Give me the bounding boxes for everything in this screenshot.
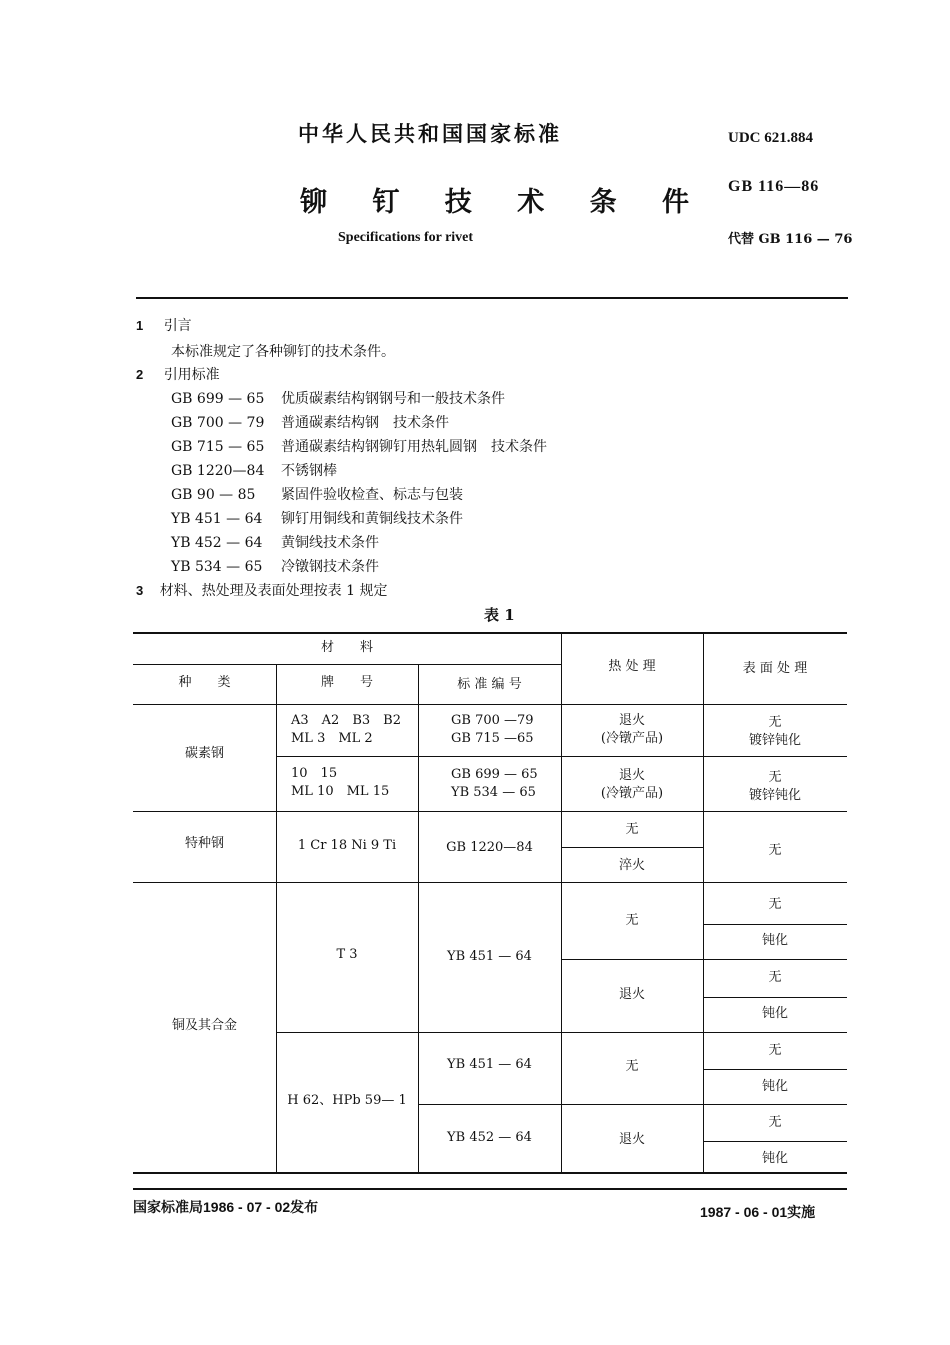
header-standard: 标 准 编 号 [457,677,522,692]
heat-cell: 退火 (冷镦产品) [600,713,664,746]
reference-title: 紧固件验收检查、标志与包装 [281,487,463,503]
materials-table [133,632,847,1174]
issue-date: 国家标准局1986 - 07 - 02发布 [133,1199,319,1215]
reference-code: GB 715 — 65 [171,439,265,455]
header-heat-treatment: 热 处 理 [608,659,656,674]
heat-cell: 退火 [618,1132,645,1147]
kind-carbon-steel: 碳素钢 [184,746,224,761]
header-material: 材 料 [320,640,373,655]
section-2-number: 2 [136,367,144,382]
surface-cell: 钝化 [761,933,788,948]
reference-title: 黄铜线技术条件 [281,535,379,551]
heat-cell: 退火 (冷镦产品) [600,768,664,801]
table-row-divider [703,1069,847,1070]
grade-cell: T 3 [336,947,358,962]
table-row-divider [703,997,847,998]
header-kind: 种 类 [178,675,231,690]
reference-item [171,508,463,528]
section-2-heading [136,364,220,384]
reference-title: 冷镦钢技术条件 [281,559,379,575]
standard-cell: YB 451 — 64 [447,1057,532,1072]
reference-item [171,388,505,408]
table-row-divider [703,924,847,925]
header-divider [136,297,848,299]
header-grade: 牌 号 [320,675,373,690]
table-bottom-rule [133,1172,847,1174]
grade-cell: 1 Cr 18 Ni 9 Ti [297,838,397,853]
heat-cell: 淬火 [618,858,645,873]
surface-cell: 无 镀锌钝化 [748,770,801,803]
table-caption: 表 1 [484,606,515,624]
section-1-text: 本标准规定了各种铆钉的技术条件。 [171,344,395,360]
header-surface-treatment: 表 面 处 理 [742,661,808,676]
table-header-bottom [133,704,847,705]
grade-cell: 10 15 ML 10 ML 15 [291,766,390,799]
section-1-heading [136,315,192,335]
section-1-title: 引言 [163,318,192,334]
reference-item [171,412,449,432]
standard-code: GB 116—86 [728,178,820,195]
table-row-divider [133,882,847,883]
heat-cell: 无 [625,1059,639,1074]
surface-cell: 无 [768,1043,782,1058]
surface-cell: 无 [768,970,782,985]
heat-cell: 无 [625,822,639,837]
replaces-note: 代替 GB 116 — 76 [728,232,853,247]
reference-title: 铆钉用铜线和黄铜线技术条件 [281,511,463,527]
table-row-divider [703,1141,847,1142]
footer-divider [133,1188,847,1190]
table-row-divider [561,847,703,848]
national-standard-heading: 中华人民共和国国家标准 [298,121,562,146]
standard-cell: YB 451 — 64 [447,949,532,964]
document-title: 铆 钉 技 术 条 件 [300,187,707,218]
surface-cell: 钝化 [761,1006,788,1021]
surface-cell: 无 [768,897,782,912]
reference-code: GB 700 — 79 [171,415,265,431]
reference-code: GB 90 — 85 [171,487,256,503]
kind-special-steel: 特种钢 [184,836,224,851]
table-row-divider [561,959,847,960]
reference-title: 优质碳素结构钢钢号和一般技术条件 [281,391,505,407]
reference-item [171,436,547,456]
reference-code: YB 451 — 64 [171,511,263,527]
surface-cell: 无 镀锌钝化 [748,715,801,748]
surface-cell: 无 [768,843,782,858]
reference-code: YB 452 — 64 [171,535,263,551]
standard-cell: GB 699 — 65 YB 534 — 65 [451,767,538,800]
udc-code: UDC 621.884 [728,130,813,146]
reference-code: GB 699 — 65 [171,391,265,407]
reference-code: GB 1220—84 [171,463,265,479]
reference-item [171,460,337,480]
reference-code: YB 534 — 65 [171,559,263,575]
reference-item [171,484,463,504]
effective-date: 1987 - 06 - 01实施 [700,1204,816,1220]
reference-title: 普通碳素结构钢 技术条件 [281,415,449,431]
section-3-number: 3 [136,583,144,598]
standard-cell: GB 700 —79 GB 715 —65 [451,713,534,746]
heat-cell: 退火 [618,987,645,1002]
section-1-number: 1 [136,318,144,333]
grade-cell: H 62、HPb 59— 1 [287,1093,407,1108]
section-3-text: 材料、热处理及表面处理按表 1 规定 [159,583,388,599]
section-2-title: 引用标准 [163,367,220,383]
table-top-rule [133,632,847,634]
reference-title: 普通碳素结构钢铆钉用热轧圆钢 技术条件 [281,439,547,455]
surface-cell: 钝化 [761,1079,788,1094]
table-row-divider [418,1104,847,1105]
reference-title: 不锈钢棒 [281,463,337,479]
table-row-divider [133,811,847,812]
standard-cell: YB 452 — 64 [447,1130,532,1145]
english-title: Specifications for rivet [338,230,474,245]
table-header-divider [133,664,561,665]
reference-item [171,532,379,552]
surface-cell: 钝化 [761,1151,788,1166]
kind-copper-alloy: 铜及其合金 [171,1018,237,1033]
grade-cell: A3 A2 B3 B2 ML 3 ML 2 [291,713,401,746]
surface-cell: 无 [768,1115,782,1130]
heat-cell: 无 [625,913,639,928]
reference-item [171,556,379,576]
standard-cell: GB 1220—84 [446,840,533,855]
section-3-heading [136,580,388,600]
